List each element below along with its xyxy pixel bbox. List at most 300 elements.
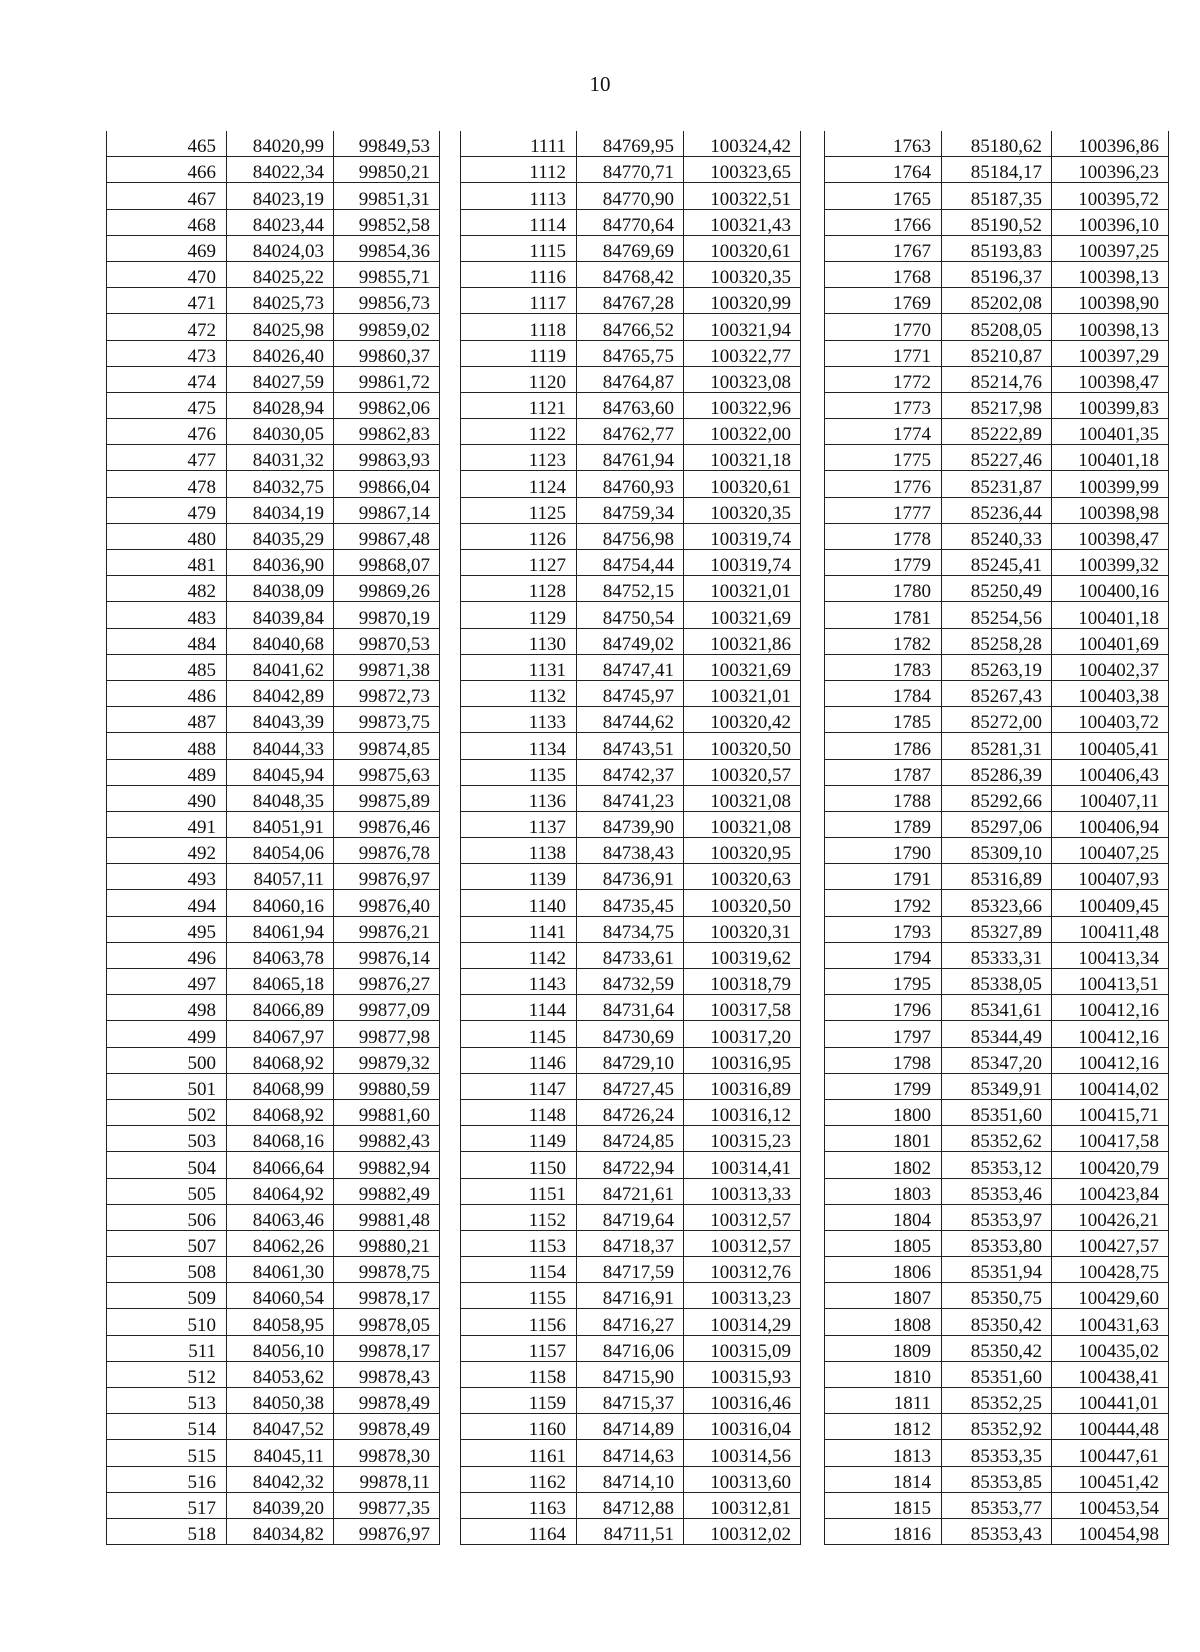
point-number-cell: 1126	[461, 523, 577, 549]
table-row	[107, 628, 440, 654]
y-coordinate-cell: 100320,42	[684, 707, 801, 733]
y-coordinate-cell: 99855,71	[334, 261, 440, 287]
table-row	[825, 759, 1169, 785]
table-row	[461, 785, 801, 811]
table-row	[461, 157, 801, 183]
y-coordinate-cell: 100320,50	[684, 733, 801, 759]
table-row	[461, 550, 801, 576]
x-coordinate-cell: 84068,92	[227, 1047, 334, 1073]
point-number-cell: 1798	[825, 1047, 942, 1073]
point-number-cell: 1803	[825, 1178, 942, 1204]
x-coordinate-cell: 85349,91	[942, 1073, 1052, 1099]
y-coordinate-cell: 99876,14	[334, 942, 440, 968]
y-coordinate-cell: 100398,13	[1052, 261, 1169, 287]
x-coordinate-cell: 84721,61	[577, 1178, 684, 1204]
point-number-cell: 510	[107, 1309, 227, 1335]
table-row	[461, 235, 801, 261]
y-coordinate-cell: 100324,42	[684, 131, 801, 157]
y-coordinate-cell: 99850,21	[334, 157, 440, 183]
point-number-cell: 493	[107, 864, 227, 890]
x-coordinate-cell: 85353,77	[942, 1492, 1052, 1518]
point-number-cell: 1810	[825, 1361, 942, 1387]
point-number-cell: 1802	[825, 1152, 942, 1178]
y-coordinate-cell: 100320,57	[684, 759, 801, 785]
y-coordinate-cell: 99849,53	[334, 131, 440, 157]
x-coordinate-cell: 85352,92	[942, 1414, 1052, 1440]
x-coordinate-cell: 84759,34	[577, 497, 684, 523]
point-number-cell: 1136	[461, 785, 577, 811]
x-coordinate-cell: 84024,03	[227, 235, 334, 261]
table-row	[107, 1047, 440, 1073]
point-number-cell: 1129	[461, 602, 577, 628]
point-number-cell: 508	[107, 1257, 227, 1283]
x-coordinate-cell: 84712,88	[577, 1492, 684, 1518]
point-number-cell: 517	[107, 1492, 227, 1518]
table-row	[825, 1126, 1169, 1152]
y-coordinate-cell: 100444,48	[1052, 1414, 1169, 1440]
y-coordinate-cell: 99862,83	[334, 419, 440, 445]
table-row	[825, 471, 1169, 497]
table-row	[825, 1440, 1169, 1466]
y-coordinate-cell: 100321,69	[684, 654, 801, 680]
x-coordinate-cell: 85316,89	[942, 864, 1052, 890]
y-coordinate-cell: 100315,09	[684, 1335, 801, 1361]
x-coordinate-cell: 84050,38	[227, 1388, 334, 1414]
x-coordinate-cell: 84738,43	[577, 838, 684, 864]
x-coordinate-cell: 84764,87	[577, 366, 684, 392]
table-row	[107, 523, 440, 549]
y-coordinate-cell: 99873,75	[334, 707, 440, 733]
table-row	[825, 1099, 1169, 1125]
x-coordinate-cell: 84749,02	[577, 628, 684, 654]
point-number-cell: 1130	[461, 628, 577, 654]
x-coordinate-cell: 84763,60	[577, 392, 684, 418]
x-coordinate-cell: 84025,22	[227, 261, 334, 287]
y-coordinate-cell: 100398,13	[1052, 314, 1169, 340]
table-row	[825, 1178, 1169, 1204]
table-row	[107, 288, 440, 314]
y-coordinate-cell: 100312,57	[684, 1204, 801, 1230]
y-coordinate-cell: 100320,95	[684, 838, 801, 864]
y-coordinate-cell: 100315,23	[684, 1126, 801, 1152]
y-coordinate-cell: 100316,04	[684, 1414, 801, 1440]
point-number-cell: 1794	[825, 942, 942, 968]
x-coordinate-cell: 85333,31	[942, 942, 1052, 968]
y-coordinate-cell: 100412,16	[1052, 1047, 1169, 1073]
point-number-cell: 1145	[461, 1021, 577, 1047]
table-row	[825, 1283, 1169, 1309]
point-number-cell: 501	[107, 1073, 227, 1099]
x-coordinate-cell: 84051,91	[227, 811, 334, 837]
table-row	[461, 1204, 801, 1230]
point-number-cell: 1152	[461, 1204, 577, 1230]
x-coordinate-cell: 84025,73	[227, 288, 334, 314]
y-coordinate-cell: 100417,58	[1052, 1126, 1169, 1152]
x-coordinate-cell: 84735,45	[577, 890, 684, 916]
point-number-cell: 1796	[825, 995, 942, 1021]
y-coordinate-cell: 100322,00	[684, 419, 801, 445]
table-row	[825, 707, 1169, 733]
table-row	[107, 131, 440, 157]
x-coordinate-cell: 84733,61	[577, 942, 684, 968]
y-coordinate-cell: 100321,86	[684, 628, 801, 654]
y-coordinate-cell: 100314,29	[684, 1309, 801, 1335]
table-row	[107, 733, 440, 759]
point-number-cell: 1140	[461, 890, 577, 916]
y-coordinate-cell: 100321,08	[684, 811, 801, 837]
x-coordinate-cell: 85353,97	[942, 1204, 1052, 1230]
x-coordinate-cell: 84042,32	[227, 1466, 334, 1492]
table-row	[461, 445, 801, 471]
y-coordinate-cell: 100396,10	[1052, 209, 1169, 235]
y-coordinate-cell: 100319,62	[684, 942, 801, 968]
point-number-cell: 1142	[461, 942, 577, 968]
table-row	[825, 680, 1169, 706]
point-number-cell: 503	[107, 1126, 227, 1152]
table-row	[825, 811, 1169, 837]
table-row	[825, 602, 1169, 628]
point-number-cell: 1816	[825, 1518, 942, 1544]
x-coordinate-cell: 85353,85	[942, 1466, 1052, 1492]
table-row	[107, 1126, 440, 1152]
x-coordinate-cell: 85210,87	[942, 340, 1052, 366]
table-row	[461, 314, 801, 340]
x-coordinate-cell: 85351,60	[942, 1361, 1052, 1387]
x-coordinate-cell: 84067,97	[227, 1021, 334, 1047]
point-number-cell: 478	[107, 471, 227, 497]
table-row	[461, 471, 801, 497]
x-coordinate-cell: 84064,92	[227, 1178, 334, 1204]
y-coordinate-cell: 100398,47	[1052, 366, 1169, 392]
table-row	[461, 261, 801, 287]
table-row	[461, 916, 801, 942]
x-coordinate-cell: 85352,25	[942, 1388, 1052, 1414]
point-number-cell: 1805	[825, 1230, 942, 1256]
x-coordinate-cell: 85267,43	[942, 680, 1052, 706]
y-coordinate-cell: 99876,97	[334, 1518, 440, 1544]
y-coordinate-cell: 99861,72	[334, 366, 440, 392]
x-coordinate-cell: 84718,37	[577, 1230, 684, 1256]
y-coordinate-cell: 99871,38	[334, 654, 440, 680]
y-coordinate-cell: 100316,89	[684, 1073, 801, 1099]
table-row	[825, 131, 1169, 157]
y-coordinate-cell: 100395,72	[1052, 183, 1169, 209]
y-coordinate-cell: 99851,31	[334, 183, 440, 209]
x-coordinate-cell: 84054,06	[227, 838, 334, 864]
point-number-cell: 1115	[461, 235, 577, 261]
point-number-cell: 1786	[825, 733, 942, 759]
table-row	[107, 864, 440, 890]
y-coordinate-cell: 100429,60	[1052, 1283, 1169, 1309]
y-coordinate-cell: 99867,48	[334, 523, 440, 549]
y-coordinate-cell: 100427,57	[1052, 1230, 1169, 1256]
table-row	[825, 1021, 1169, 1047]
x-coordinate-cell: 84714,63	[577, 1440, 684, 1466]
table-row	[825, 628, 1169, 654]
x-coordinate-cell: 84739,90	[577, 811, 684, 837]
table-row	[107, 1099, 440, 1125]
x-coordinate-cell: 85353,80	[942, 1230, 1052, 1256]
table-row	[825, 1230, 1169, 1256]
y-coordinate-cell: 100413,51	[1052, 969, 1169, 995]
y-coordinate-cell: 99874,85	[334, 733, 440, 759]
point-number-cell: 1147	[461, 1073, 577, 1099]
y-coordinate-cell: 100317,20	[684, 1021, 801, 1047]
table-row	[461, 680, 801, 706]
point-number-cell: 504	[107, 1152, 227, 1178]
point-number-cell: 480	[107, 523, 227, 549]
point-number-cell: 489	[107, 759, 227, 785]
point-number-cell: 1138	[461, 838, 577, 864]
x-coordinate-cell: 84057,11	[227, 864, 334, 890]
table-row	[107, 340, 440, 366]
x-coordinate-cell: 84045,11	[227, 1440, 334, 1466]
x-coordinate-cell: 84730,69	[577, 1021, 684, 1047]
x-coordinate-cell: 85353,12	[942, 1152, 1052, 1178]
x-coordinate-cell: 84048,35	[227, 785, 334, 811]
point-number-cell: 1161	[461, 1440, 577, 1466]
table-row	[107, 471, 440, 497]
table-row	[107, 1204, 440, 1230]
table-row	[461, 890, 801, 916]
point-number-cell: 487	[107, 707, 227, 733]
table-row	[461, 838, 801, 864]
table-row	[825, 969, 1169, 995]
table-row	[461, 1361, 801, 1387]
table-row	[107, 890, 440, 916]
point-number-cell: 516	[107, 1466, 227, 1492]
point-number-cell: 1799	[825, 1073, 942, 1099]
y-coordinate-cell: 99854,36	[334, 235, 440, 261]
table-row	[825, 550, 1169, 576]
point-number-cell: 509	[107, 1283, 227, 1309]
point-number-cell: 475	[107, 392, 227, 418]
point-number-cell: 476	[107, 419, 227, 445]
table-row	[461, 1492, 801, 1518]
point-number-cell: 1134	[461, 733, 577, 759]
point-number-cell: 1814	[825, 1466, 942, 1492]
point-number-cell: 511	[107, 1335, 227, 1361]
x-coordinate-cell: 84765,75	[577, 340, 684, 366]
point-number-cell: 1775	[825, 445, 942, 471]
table-row	[107, 1152, 440, 1178]
coordinates-table-1	[106, 131, 440, 1545]
point-number-cell: 1118	[461, 314, 577, 340]
table-row	[107, 392, 440, 418]
point-number-cell: 467	[107, 183, 227, 209]
y-coordinate-cell: 100321,01	[684, 680, 801, 706]
y-coordinate-cell: 100401,18	[1052, 445, 1169, 471]
point-number-cell: 514	[107, 1414, 227, 1440]
x-coordinate-cell: 84732,59	[577, 969, 684, 995]
point-number-cell: 1143	[461, 969, 577, 995]
y-coordinate-cell: 100438,41	[1052, 1361, 1169, 1387]
y-coordinate-cell: 100313,33	[684, 1178, 801, 1204]
table-row	[107, 1518, 440, 1544]
table-row	[461, 759, 801, 785]
point-number-cell: 479	[107, 497, 227, 523]
table-row	[461, 1388, 801, 1414]
x-coordinate-cell: 85338,05	[942, 969, 1052, 995]
point-number-cell: 1162	[461, 1466, 577, 1492]
x-coordinate-cell: 85351,94	[942, 1257, 1052, 1283]
table-row	[825, 1518, 1169, 1544]
y-coordinate-cell: 100322,51	[684, 183, 801, 209]
y-coordinate-cell: 100322,77	[684, 340, 801, 366]
x-coordinate-cell: 84053,62	[227, 1361, 334, 1387]
x-coordinate-cell: 85350,42	[942, 1335, 1052, 1361]
x-coordinate-cell: 84734,75	[577, 916, 684, 942]
y-coordinate-cell: 99878,05	[334, 1309, 440, 1335]
table-row	[825, 1204, 1169, 1230]
point-number-cell: 468	[107, 209, 227, 235]
y-coordinate-cell: 100403,72	[1052, 707, 1169, 733]
y-coordinate-cell: 100312,02	[684, 1518, 801, 1544]
point-number-cell: 1776	[825, 471, 942, 497]
y-coordinate-cell: 100314,56	[684, 1440, 801, 1466]
point-number-cell: 1785	[825, 707, 942, 733]
point-number-cell: 1123	[461, 445, 577, 471]
point-number-cell: 1133	[461, 707, 577, 733]
point-number-cell: 1771	[825, 340, 942, 366]
y-coordinate-cell: 99881,60	[334, 1099, 440, 1125]
x-coordinate-cell: 84767,28	[577, 288, 684, 314]
y-coordinate-cell: 100320,63	[684, 864, 801, 890]
point-number-cell: 1784	[825, 680, 942, 706]
point-number-cell: 1774	[825, 419, 942, 445]
table-row	[825, 1361, 1169, 1387]
table-row	[461, 1178, 801, 1204]
table-row	[107, 314, 440, 340]
table-row	[107, 366, 440, 392]
table-row	[107, 550, 440, 576]
y-coordinate-cell: 99866,04	[334, 471, 440, 497]
x-coordinate-cell: 85236,44	[942, 497, 1052, 523]
x-coordinate-cell: 84044,33	[227, 733, 334, 759]
point-number-cell: 518	[107, 1518, 227, 1544]
y-coordinate-cell: 99878,17	[334, 1335, 440, 1361]
point-number-cell: 1155	[461, 1283, 577, 1309]
table-row	[825, 340, 1169, 366]
y-coordinate-cell: 100405,41	[1052, 733, 1169, 759]
y-coordinate-cell: 100313,23	[684, 1283, 801, 1309]
table-row	[825, 1257, 1169, 1283]
point-number-cell: 1164	[461, 1518, 577, 1544]
point-number-cell: 1791	[825, 864, 942, 890]
y-coordinate-cell: 100398,47	[1052, 523, 1169, 549]
x-coordinate-cell: 84717,59	[577, 1257, 684, 1283]
y-coordinate-cell: 100428,75	[1052, 1257, 1169, 1283]
table-row	[461, 1047, 801, 1073]
x-coordinate-cell: 84062,26	[227, 1230, 334, 1256]
table-row	[107, 707, 440, 733]
table-row	[107, 183, 440, 209]
x-coordinate-cell: 84034,82	[227, 1518, 334, 1544]
y-coordinate-cell: 99859,02	[334, 314, 440, 340]
table-row	[825, 497, 1169, 523]
table-row	[107, 1283, 440, 1309]
x-coordinate-cell: 84714,89	[577, 1414, 684, 1440]
point-number-cell: 1781	[825, 602, 942, 628]
point-number-cell: 1163	[461, 1492, 577, 1518]
table-row	[825, 419, 1169, 445]
x-coordinate-cell: 84726,24	[577, 1099, 684, 1125]
y-coordinate-cell: 99879,32	[334, 1047, 440, 1073]
y-coordinate-cell: 100435,02	[1052, 1335, 1169, 1361]
y-coordinate-cell: 99877,35	[334, 1492, 440, 1518]
table-row	[107, 942, 440, 968]
y-coordinate-cell: 100396,23	[1052, 157, 1169, 183]
y-coordinate-cell: 100399,32	[1052, 550, 1169, 576]
x-coordinate-cell: 84724,85	[577, 1126, 684, 1152]
point-number-cell: 1797	[825, 1021, 942, 1047]
point-number-cell: 481	[107, 550, 227, 576]
table-row	[107, 235, 440, 261]
y-coordinate-cell: 100321,69	[684, 602, 801, 628]
y-coordinate-cell: 100322,96	[684, 392, 801, 418]
table-row	[107, 1073, 440, 1099]
x-coordinate-cell: 85184,17	[942, 157, 1052, 183]
point-number-cell: 472	[107, 314, 227, 340]
point-number-cell: 1795	[825, 969, 942, 995]
table-row	[461, 707, 801, 733]
table-row	[461, 1099, 801, 1125]
x-coordinate-cell: 85187,35	[942, 183, 1052, 209]
point-number-cell: 1146	[461, 1047, 577, 1073]
point-number-cell: 1773	[825, 392, 942, 418]
x-coordinate-cell: 85309,10	[942, 838, 1052, 864]
table-row	[107, 261, 440, 287]
table-row	[825, 235, 1169, 261]
table-row	[825, 733, 1169, 759]
point-number-cell: 1789	[825, 811, 942, 837]
point-number-cell: 1131	[461, 654, 577, 680]
table-row	[107, 1414, 440, 1440]
x-coordinate-cell: 84743,51	[577, 733, 684, 759]
point-number-cell: 497	[107, 969, 227, 995]
x-coordinate-cell: 84754,44	[577, 550, 684, 576]
y-coordinate-cell: 100323,65	[684, 157, 801, 183]
table-row	[461, 654, 801, 680]
y-coordinate-cell: 100401,18	[1052, 602, 1169, 628]
table-row	[461, 209, 801, 235]
x-coordinate-cell: 84727,45	[577, 1073, 684, 1099]
point-number-cell: 1148	[461, 1099, 577, 1125]
table-row	[825, 864, 1169, 890]
y-coordinate-cell: 100447,61	[1052, 1440, 1169, 1466]
point-number-cell: 1779	[825, 550, 942, 576]
y-coordinate-cell: 99882,94	[334, 1152, 440, 1178]
x-coordinate-cell: 85202,08	[942, 288, 1052, 314]
y-coordinate-cell: 99876,21	[334, 916, 440, 942]
x-coordinate-cell: 84736,91	[577, 864, 684, 890]
x-coordinate-cell: 84742,37	[577, 759, 684, 785]
point-number-cell: 1766	[825, 209, 942, 235]
point-number-cell: 1777	[825, 497, 942, 523]
table-row	[825, 576, 1169, 602]
table-row	[107, 1230, 440, 1256]
point-number-cell: 494	[107, 890, 227, 916]
point-number-cell: 1111	[461, 131, 577, 157]
x-coordinate-cell: 85240,33	[942, 523, 1052, 549]
table-row	[107, 916, 440, 942]
table-row	[461, 576, 801, 602]
x-coordinate-cell: 84745,97	[577, 680, 684, 706]
y-coordinate-cell: 100401,69	[1052, 628, 1169, 654]
point-number-cell: 1815	[825, 1492, 942, 1518]
table-row	[825, 523, 1169, 549]
x-coordinate-cell: 84715,90	[577, 1361, 684, 1387]
